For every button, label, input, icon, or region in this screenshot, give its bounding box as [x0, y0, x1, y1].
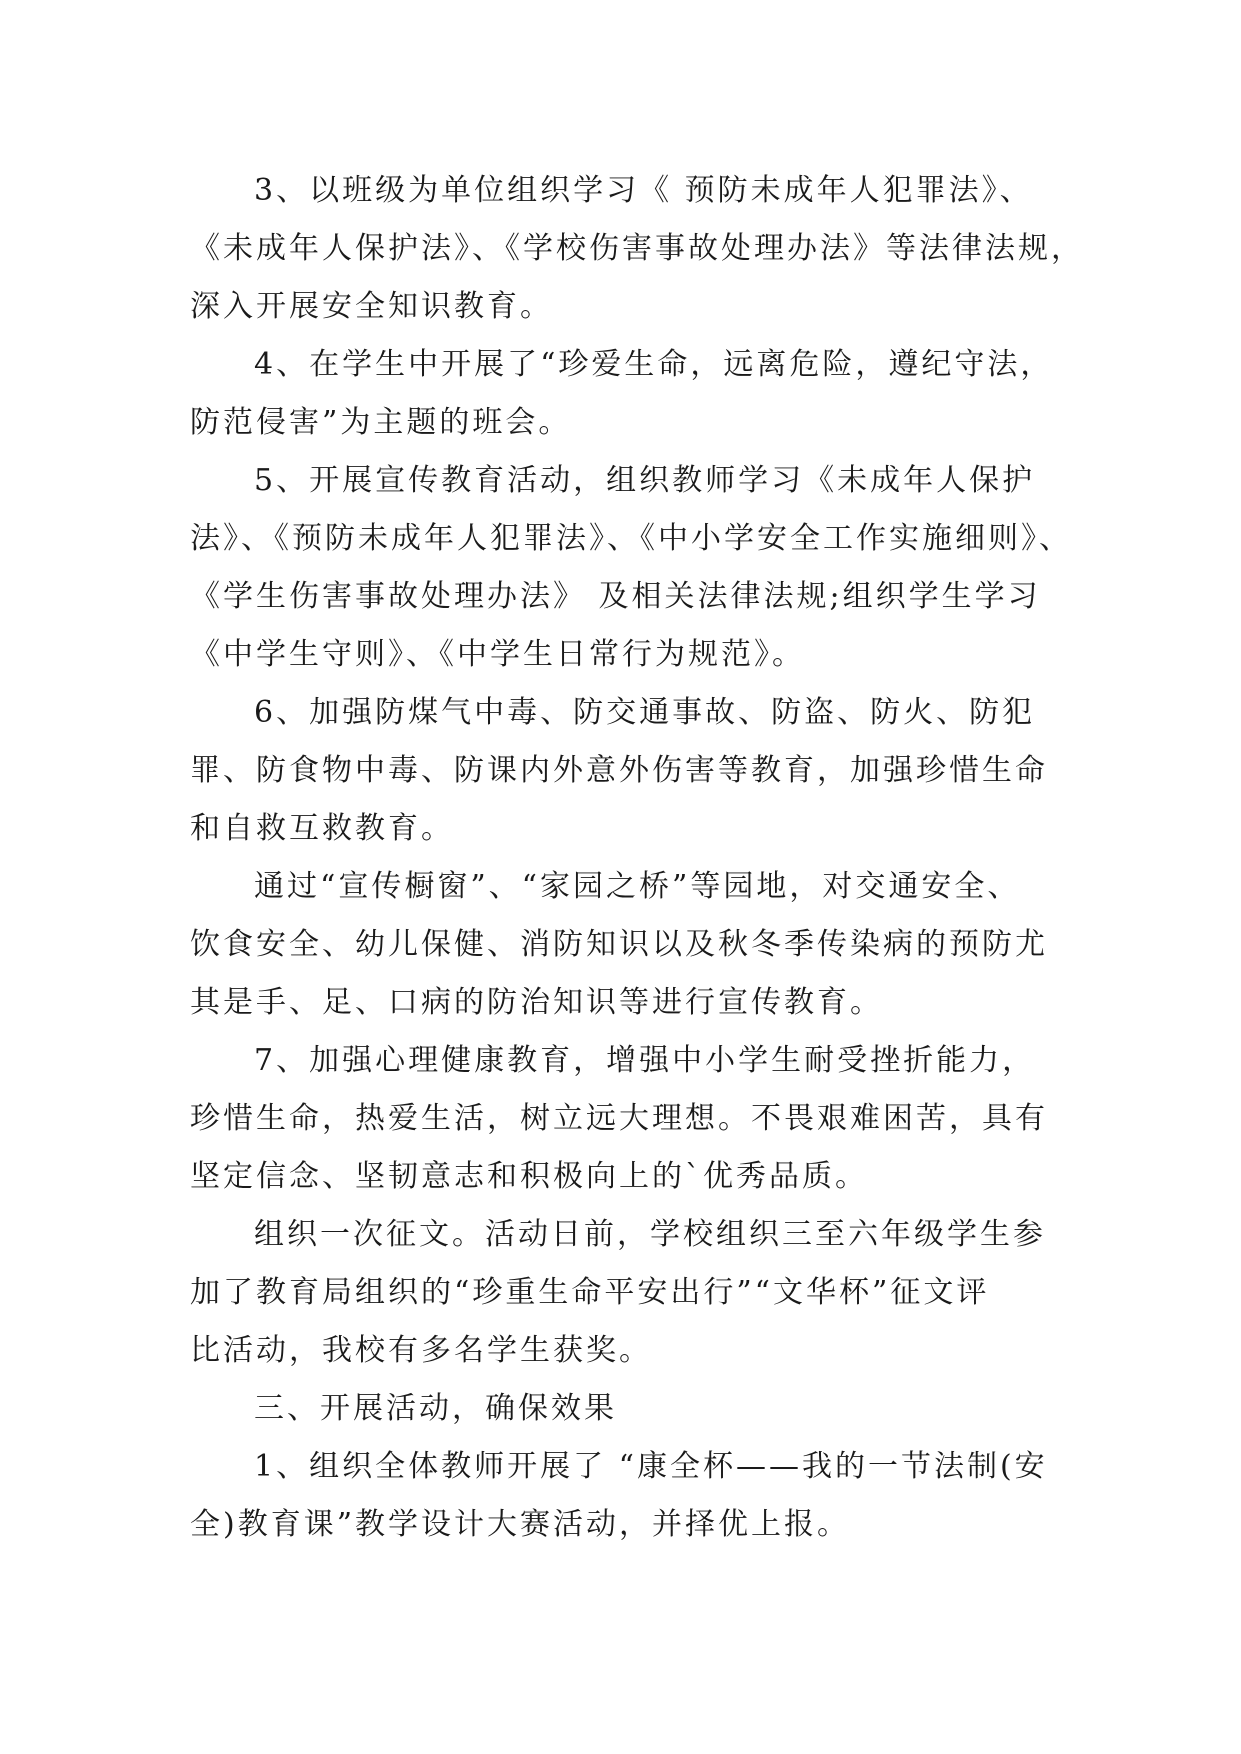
text-line: 《未成年人保护法》、《学校伤害事故处理办法》等法律法规， — [190, 231, 1084, 266]
text-line: 1、组织全体教师开展了 “康全杯——我的一节法制(安 — [254, 1449, 1048, 1484]
text-line: 《学生伤害事故处理办法》 及相关法律法规;组织学生学习 — [190, 579, 1041, 614]
text-line: 通过“宣传橱窗”、“家园之桥”等园地，对交通安全、 — [254, 869, 1021, 904]
text-line: 罪、防食物中毒、防课内外意外伤害等教育，加强珍惜生命 — [190, 753, 1048, 788]
text-line: 《中学生守则》、《中学生日常行为规范》。 — [190, 637, 805, 672]
text-line: 珍惜生命，热爱生活，树立远大理想。不畏艰难困苦，具有 — [190, 1101, 1048, 1136]
text-line: 5、开展宣传教育活动，组织教师学习《未成年人保护 — [254, 463, 1036, 498]
document-body — [190, 162, 1084, 1554]
text-line: 防范侵害”为主题的班会。 — [190, 405, 572, 440]
text-line: 比活动，我校有多名学生获奖。 — [190, 1333, 652, 1368]
section-heading: 三、开展活动，确保效果 — [254, 1391, 617, 1426]
text-line: 和自救互救教育。 — [190, 811, 454, 846]
text-line: 加了教育局组织的“珍重生命平安出行”“文华杯”征文评 — [190, 1275, 990, 1310]
text-line: 全)教育课”教学设计大赛活动，并择优上报。 — [190, 1507, 851, 1542]
text-line: 饮食安全、幼儿保健、消防知识以及秋冬季传染病的预防尤 — [190, 927, 1048, 962]
text-line: 其是手、足、口病的防治知识等进行宣传教育。 — [190, 985, 883, 1020]
text-line: 坚定信念、坚韧意志和积极向上的`优秀品质。 — [190, 1159, 868, 1194]
text-line: 组织一次征文。活动日前，学校组织三至六年级学生参 — [254, 1217, 1046, 1252]
text-line: 深入开展安全知识教育。 — [190, 289, 553, 324]
text-line: 3、以班级为单位组织学习《 预防未成年人犯罪法》、 — [254, 173, 1033, 208]
text-line: 7、加强心理健康教育，增强中小学生耐受挫折能力， — [254, 1043, 1036, 1078]
text-line: 法》、《预防未成年人犯罪法》、《中小学安全工作实施细则》、 — [190, 521, 1072, 556]
text-line: 6、加强防煤气中毒、防交通事故、防盗、防火、防犯 — [254, 695, 1036, 730]
text-line: 4、在学生中开展了“珍爱生命，远离危险，遵纪守法， — [254, 347, 1054, 382]
